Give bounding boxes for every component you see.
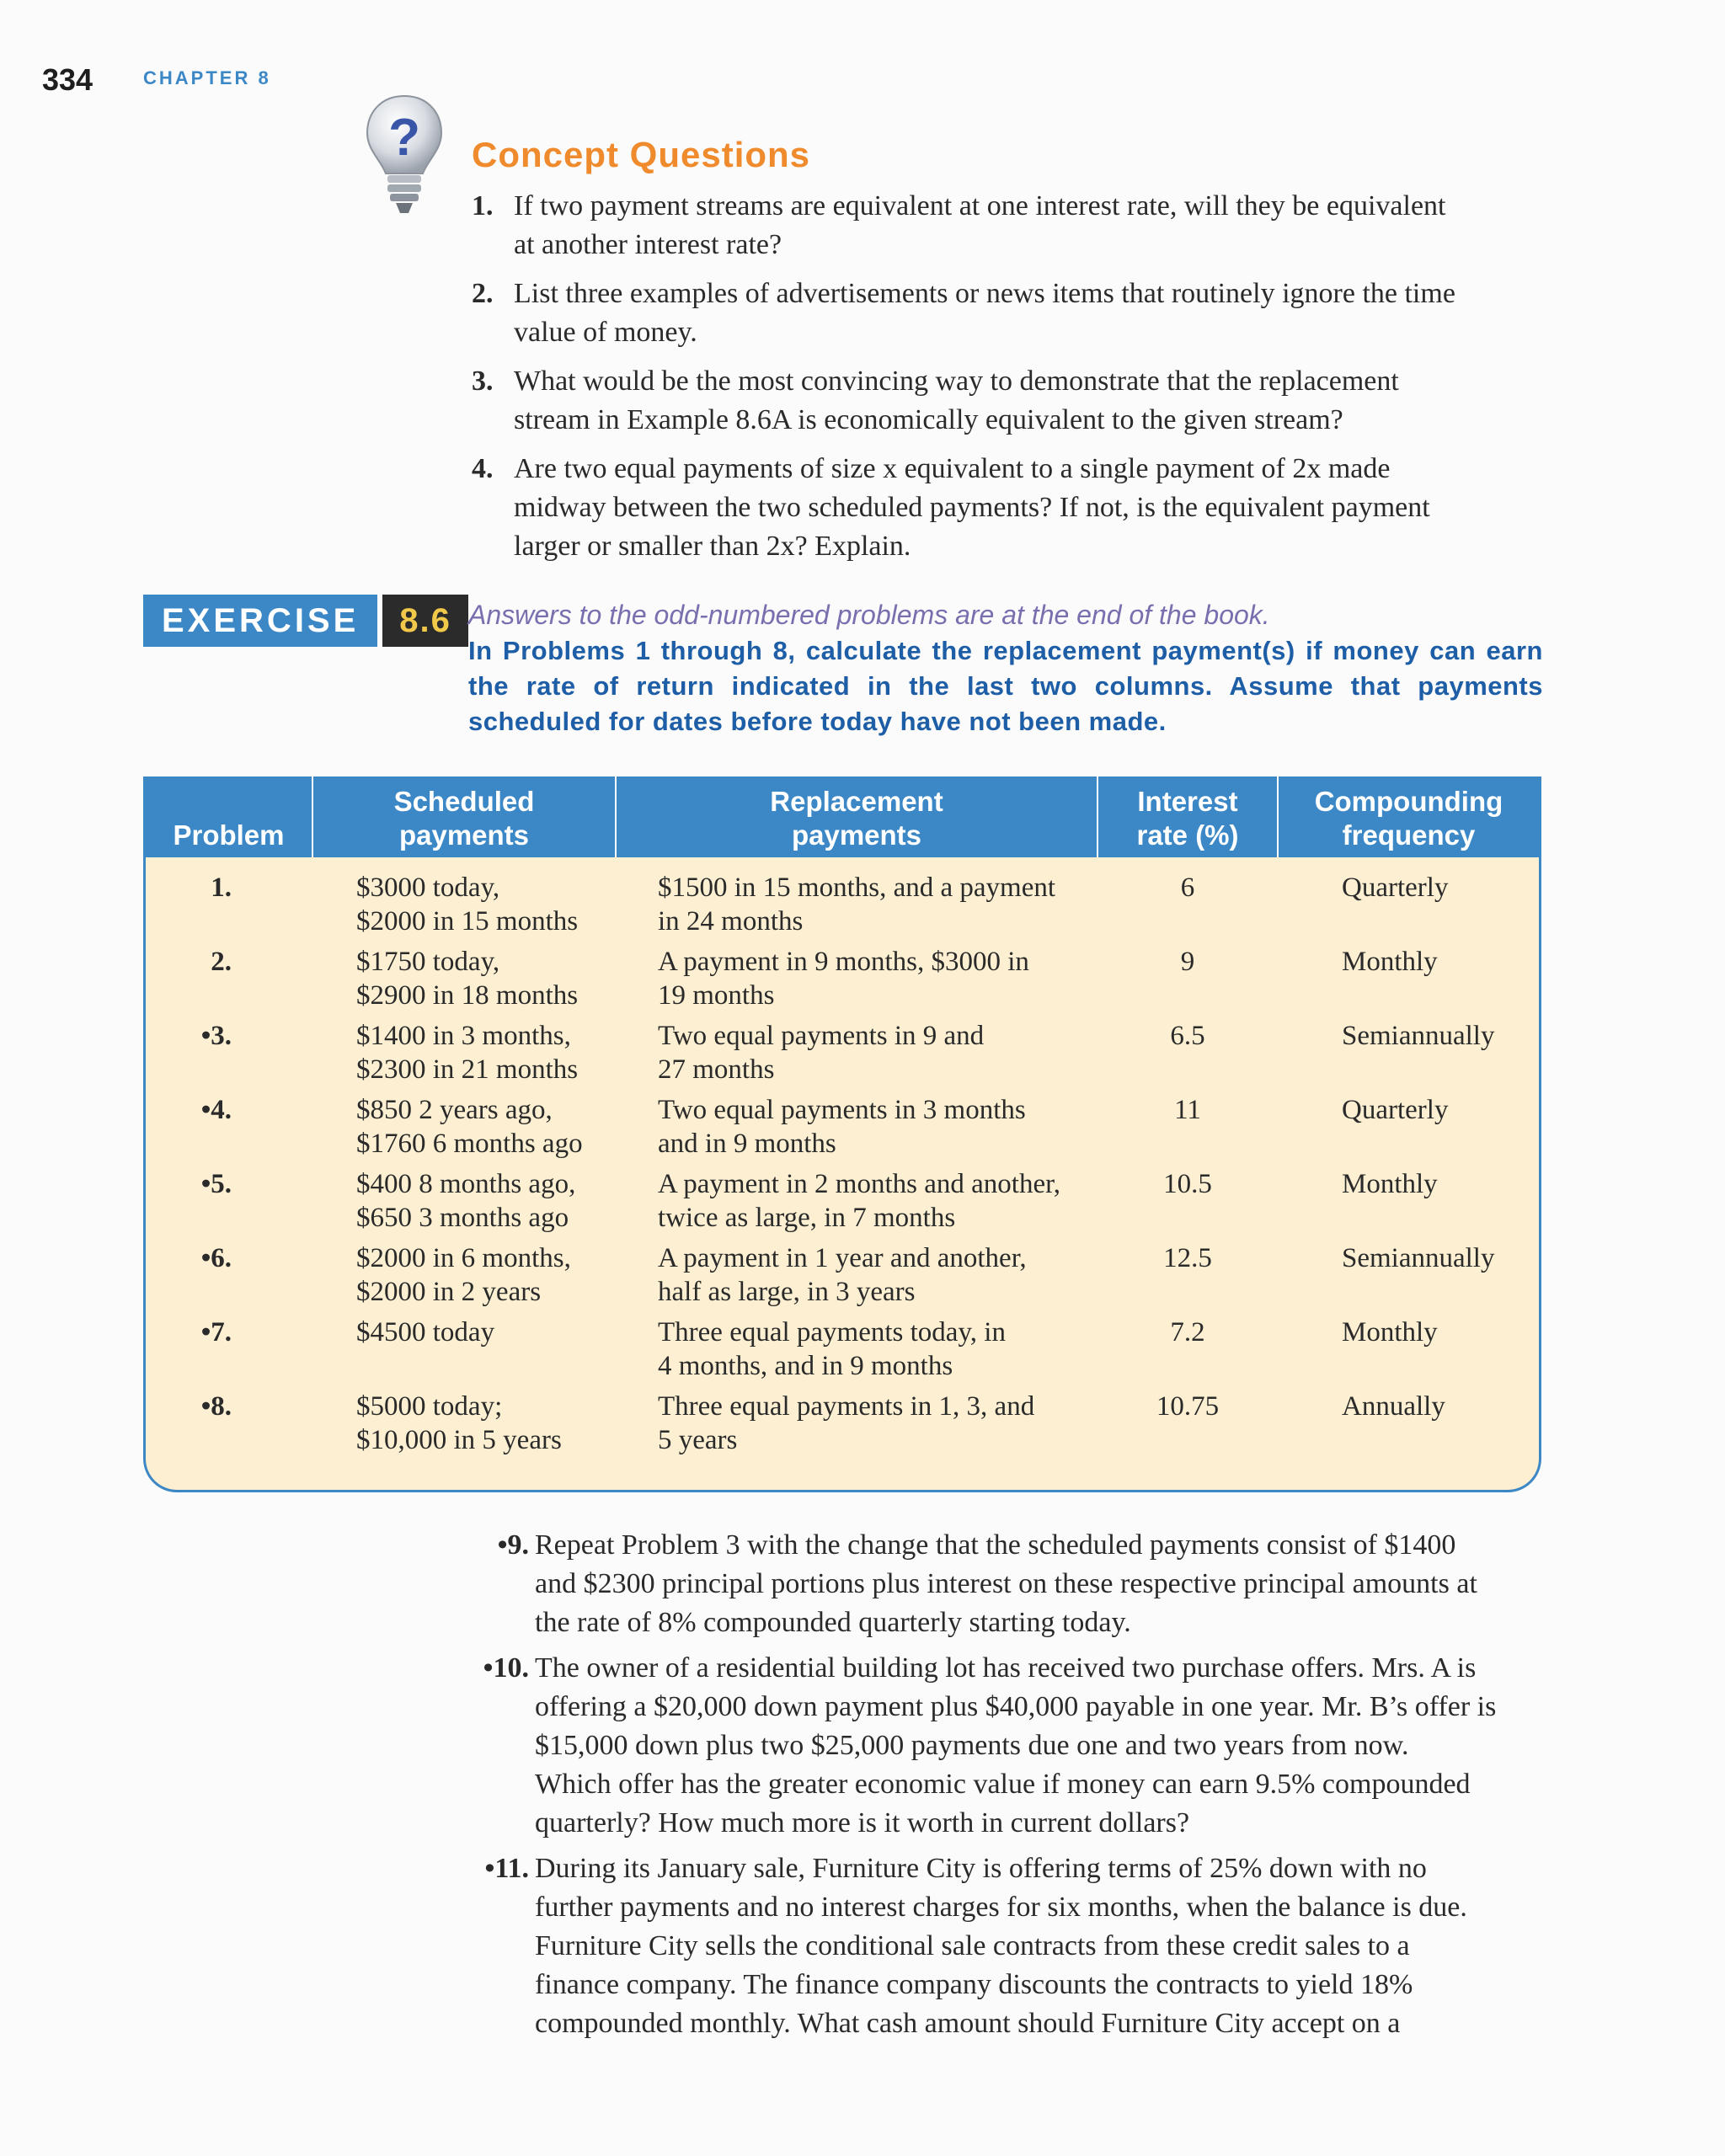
scheduled-line: $400 8 months ago, [356,1169,576,1199]
compounding-frequency-cell: Quarterly [1342,1095,1449,1125]
scheduled-payments-cell [312,1315,616,1390]
header-compounding-frequency [1278,776,1539,857]
header-text-line: Interest [1137,786,1238,817]
problem-text-line: finance company. The finance company discounts the contracts to yield 18% [535,1969,1413,2000]
header-text-line: Compounding [1314,786,1503,817]
problem-number: •7. [200,1317,232,1348]
compounding-frequency-cell: Annually [1342,1391,1445,1422]
table-row [146,945,1539,1019]
question-number: 4. [472,453,494,484]
replacement-payments-cell [616,1093,1097,1167]
problem-number: •9. [497,1529,529,1561]
question-text-line: Are two equal payments of size x equivalent to a single payment of 2x made [514,453,1391,484]
interest-rate-cell: 6 [1180,873,1195,903]
problem-number: •11. [484,1853,529,1884]
problem-text-line: Repeat Problem 3 with the change that the scheduled payments consist of $1400 [535,1529,1456,1561]
replacement-line: A payment in 1 year and another, [658,1243,1027,1273]
question-text-line: at another interest rate? [514,229,782,260]
compounding-frequency-cell: Monthly [1342,1317,1438,1348]
question-text-line: If two payment streams are equivalent at one interest rate, will they be equivalent [514,190,1446,221]
concept-question [472,187,1541,264]
scheduled-line: $2000 in 15 months [356,906,579,937]
replacement-line: A payment in 9 months, $3000 in [658,947,1029,977]
problem-text-line: quarterly? How much more is it worth in current dollars? [535,1807,1190,1838]
table-header-row [146,776,1539,857]
replacement-line: in 24 months [658,906,804,937]
problem-number: 1. [211,873,232,903]
header-text-line: frequency [1342,819,1476,851]
replacement-line: A payment in 2 months and another, [658,1169,1061,1199]
table-row [146,1093,1539,1167]
scheduled-payments-cell [312,1167,616,1241]
problem-text-line: The owner of a residential building lot has received two purchase offers. Mrs. A is [535,1652,1477,1684]
interest-rate-cell: 10.5 [1163,1169,1212,1199]
answers-note: Answers to the odd-numbered problems are at the end of the book. [468,600,1270,630]
exercise-label: EXERCISE [143,595,377,647]
problem-number: •5. [200,1169,232,1199]
replacement-line: and in 9 months [658,1129,836,1159]
header-text-line: Scheduled [393,786,535,817]
compounding-frequency-cell: Quarterly [1342,873,1449,903]
problem-item [472,1526,1541,1642]
concept-question [472,275,1541,352]
replacement-line: half as large, in 3 years [658,1277,916,1307]
problem-number: •6. [200,1243,232,1273]
problem-number: •8. [200,1391,232,1422]
question-number: 3. [472,366,494,397]
replacement-line: Three equal payments in 1, 3, and [658,1391,1035,1422]
scheduled-payments-cell [312,857,616,945]
compounding-frequency-cell: Monthly [1342,1169,1438,1199]
replacement-line: Two equal payments in 3 months [658,1095,1026,1125]
replacement-line: twice as large, in 7 months [658,1203,956,1233]
header-scheduled-payments [312,776,616,857]
replacement-line: 4 months, and in 9 months [658,1351,953,1381]
scheduled-payments-cell [312,1241,616,1315]
table-body [146,857,1539,1464]
replacement-line: Two equal payments in 9 and [658,1021,985,1051]
header-text-line: payments [398,819,530,851]
compounding-frequency-cell: Semiannually [1342,1021,1495,1051]
question-text-line: value of money. [514,317,697,348]
concept-question [472,450,1541,566]
question-text-line: What would be the most convincing way to demonstrate that the replacement [514,366,1399,397]
table-row [146,1019,1539,1093]
compounding-frequency-cell: Monthly [1342,947,1438,977]
replacement-payments-cell [616,1390,1097,1464]
scheduled-payments-cell [312,1390,616,1464]
problem-text-line: further payments and no interest charges for six months, when the balance is due. [535,1892,1467,1923]
header-text-line: Problem [173,819,285,851]
problem-text-line: Furniture City sells the conditional sale contracts from these credit sales to a [535,1930,1410,1961]
interest-rate-cell: 11 [1174,1095,1201,1125]
replacement-line: 19 months [658,980,775,1011]
scheduled-line: $3000 today, [356,873,500,903]
interest-rate-cell: 12.5 [1163,1243,1212,1273]
replacement-payments-cell [616,1167,1097,1241]
scheduled-line: $2900 in 18 months [356,980,579,1011]
table-row [146,1315,1539,1390]
svg-text:?: ? [388,109,420,167]
scheduled-payments-cell [312,1093,616,1167]
later-problems-list [472,1526,1541,2050]
table-row [146,857,1539,945]
exercise-instructions: In Problems 1 through 8, calculate the replacement payment(s) if money can earn the rate of return indicated in the last two columns. Assume that payments scheduled for dates before today have not been made. [468,636,1543,736]
scheduled-line: $2000 in 6 months, [356,1243,571,1273]
problem-number: 2. [211,947,232,977]
replacement-line: $1500 in 15 months, and a payment [658,873,1056,903]
question-text-line: stream in Example 8.6A is economically equivalent to the given stream? [514,404,1343,435]
replacement-payments-cell [616,945,1097,1019]
scheduled-line: $2000 in 2 years [356,1277,542,1307]
scheduled-line: $1750 today, [356,947,500,977]
header-interest-rate [1097,776,1278,857]
replacement-line: 5 years [658,1425,738,1455]
problem-text-line: During its January sale, Furniture City is offering terms of 25% down with no [535,1853,1427,1884]
replacement-payments-cell [616,857,1097,945]
header-text-line: payments [791,819,922,851]
problem-text-line: and $2300 principal portions plus interest on these respective principal amounts at [535,1568,1477,1599]
replacement-payments-cell [616,1241,1097,1315]
header-text-line: Replacement [770,786,943,817]
replacement-payments-cell [616,1315,1097,1390]
problem-text-line: $15,000 down plus two $25,000 payments due one and two years from now. [535,1730,1409,1761]
scheduled-line: $850 2 years ago, [356,1095,553,1125]
problem-item [472,1649,1541,1843]
concept-questions-list [472,187,1541,576]
question-lightbulb-icon [362,93,446,219]
interest-rate-cell: 7.2 [1170,1317,1205,1348]
header-problem [146,776,312,857]
problem-number: •3. [200,1021,232,1051]
scheduled-line: $1400 in 3 months, [356,1021,571,1051]
problem-number: •4. [200,1095,232,1125]
problem-text-line: offering a $20,000 down payment plus $40,000 payable in one year. Mr. B’s offer is [535,1691,1497,1722]
problems-table [146,776,1539,1464]
problems-table-panel [143,776,1541,1492]
replacement-line: 27 months [658,1054,775,1085]
scheduled-line: $1760 6 months ago [356,1129,583,1159]
concept-questions-title: Concept Questions [472,135,811,174]
interest-rate-cell: 10.75 [1156,1391,1220,1422]
table-row [146,1241,1539,1315]
interest-rate-cell: 9 [1180,947,1195,977]
problem-number: •10. [483,1652,529,1684]
scheduled-payments-cell [312,1019,616,1093]
interest-rate-cell: 6.5 [1170,1021,1205,1051]
exercise-number: 8.6 [382,595,468,647]
question-text-line: larger or smaller than 2x? Explain. [514,531,911,562]
scheduled-line: $10,000 in 5 years [356,1425,562,1455]
scheduled-line: $5000 today; [356,1391,503,1422]
chapter-label: CHAPTER 8 [143,67,271,88]
replacement-line: Three equal payments today, in [658,1317,1006,1348]
page-number: 334 [42,62,93,97]
table-row [146,1167,1539,1241]
problem-item [472,1849,1541,2043]
header-text-line: rate (%) [1136,819,1239,851]
problem-text-line: the rate of 8% compounded quarterly starting today. [535,1607,1131,1638]
scheduled-line: $4500 today [356,1317,495,1348]
scheduled-line: $650 3 months ago [356,1203,569,1233]
problem-text-line: compounded monthly. What cash amount should Furniture City accept on a [535,2008,1401,2039]
table-row [146,1390,1539,1464]
replacement-payments-cell [616,1019,1097,1093]
question-number: 1. [472,190,494,221]
question-number: 2. [472,278,494,309]
problem-text-line: Which offer has the greater economic value if money can earn 9.5% compounded [535,1769,1471,1800]
scheduled-payments-cell [312,945,616,1019]
question-text-line: midway between the two scheduled payments? If not, is the equivalent payment [514,492,1430,523]
scheduled-line: $2300 in 21 months [356,1054,579,1085]
concept-question [472,362,1541,440]
question-text-line: List three examples of advertisements or news items that routinely ignore the time [514,278,1455,309]
header-replacement-payments [616,776,1097,857]
compounding-frequency-cell: Semiannually [1342,1243,1495,1273]
exercise-banner [143,595,468,647]
